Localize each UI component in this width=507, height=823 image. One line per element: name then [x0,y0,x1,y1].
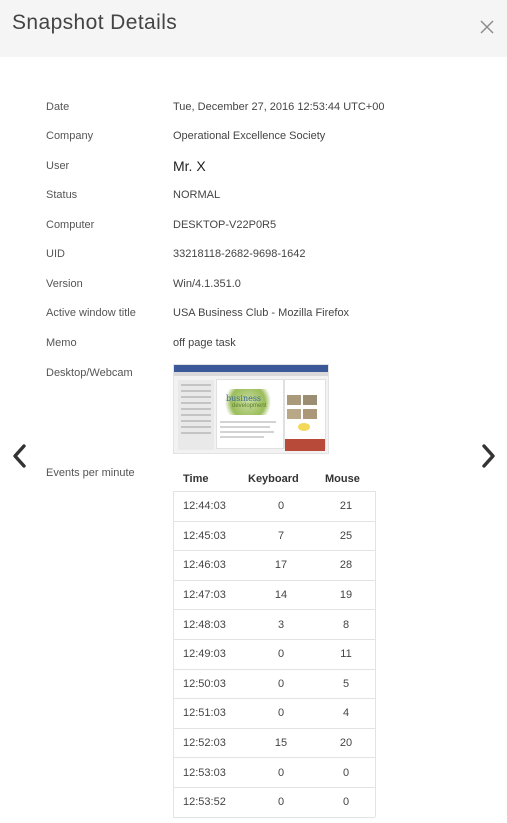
event-keyboard-cell: 0 [245,699,317,729]
event-mouse-cell: 5 [317,669,375,699]
thumb-image [303,409,317,419]
thumb-image [298,423,310,431]
event-keyboard-cell: 0 [245,787,317,817]
thumb-sidebar [178,380,214,450]
version-value: Win/4.1.351.0 [173,278,241,290]
events-header-keyboard: Keyboard [248,473,299,485]
event-time-cell: 12:53:03 [173,758,245,788]
event-mouse-cell: 4 [317,699,375,729]
thumb-image [303,395,317,405]
table-row [173,728,375,758]
event-keyboard-cell: 0 [245,639,317,669]
desktop-screenshot-thumbnail[interactable] [173,364,329,454]
table-row [173,758,375,788]
event-mouse-cell: 25 [317,521,375,551]
table-row [173,521,375,551]
computer-label: Computer [46,219,95,231]
thumb-image [287,409,301,419]
table-row [173,699,375,729]
status-value: NORMAL [173,189,221,201]
event-time-cell: 12:51:03 [173,699,245,729]
event-time-cell: 12:45:03 [173,521,245,551]
modal-title: Snapshot Details [12,11,178,34]
event-time-cell: 12:49:03 [173,639,245,669]
modal-header [0,0,507,57]
table-row [173,580,375,610]
event-time-cell: 12:44:03 [173,492,245,522]
events-table [173,491,375,818]
thumb-cloud-text: business [226,394,262,403]
thumb-image [285,439,325,451]
user-label: User [46,160,70,172]
event-mouse-cell: 19 [317,580,375,610]
event-keyboard-cell: 14 [245,580,317,610]
events-header-mouse: Mouse [325,473,360,485]
table-row [173,492,375,522]
table-row [173,551,375,581]
status-label: Status [46,189,78,201]
event-keyboard-cell: 0 [245,492,317,522]
table-row [173,610,375,640]
computer-value: DESKTOP-V22P0R5 [173,219,277,231]
event-mouse-cell: 0 [317,758,375,788]
events-table-body [173,492,375,818]
event-keyboard-cell: 0 [245,669,317,699]
company-label: Company [46,130,94,142]
event-mouse-cell: 20 [317,728,375,758]
event-time-cell: 12:53:52 [173,787,245,817]
event-time-cell: 12:47:03 [173,580,245,610]
date-label: Date [46,101,70,113]
event-mouse-cell: 21 [317,492,375,522]
memo-value: off page task [173,337,236,349]
previous-snapshot-button[interactable] [10,442,30,470]
event-keyboard-cell: 15 [245,728,317,758]
table-row [173,787,375,817]
uid-value: 33218118-2682-9698-1642 [173,248,306,260]
thumb-image [287,395,301,405]
event-time-cell: 12:52:03 [173,728,245,758]
event-keyboard-cell: 3 [245,610,317,640]
events-header-time: Time [183,473,209,485]
date-value: Tue, December 27, 2016 12:53:44 UTC+00 [173,101,385,113]
memo-label: Memo [46,337,77,349]
event-mouse-cell: 11 [317,639,375,669]
event-time-cell: 12:50:03 [173,669,245,699]
thumb-browser-bar [174,365,328,372]
event-time-cell: 12:48:03 [173,610,245,640]
chevron-right-icon [478,442,498,470]
active-window-value: USA Business Club - Mozilla Firefox [173,307,350,319]
close-icon [478,18,496,36]
event-time-cell: 12:46:03 [173,551,245,581]
events-per-minute-label: Events per minute [46,467,135,479]
event-mouse-cell: 8 [317,610,375,640]
event-keyboard-cell: 0 [245,758,317,788]
table-row [173,639,375,669]
chevron-left-icon [10,442,30,470]
thumb-cloud-subtext: development [232,403,267,409]
thumb-tab-strip [174,372,328,376]
desktop-webcam-label: Desktop/Webcam [46,367,133,379]
version-label: Version [46,278,83,290]
event-keyboard-cell: 17 [245,551,317,581]
event-mouse-cell: 0 [317,787,375,817]
close-button[interactable] [478,18,496,36]
company-value: Operational Excellence Society [173,130,326,142]
event-mouse-cell: 28 [317,551,375,581]
user-value: Mr. X [173,158,206,174]
event-keyboard-cell: 7 [245,521,317,551]
next-snapshot-button[interactable] [478,442,498,470]
active-window-label: Active window title [46,307,136,319]
uid-label: UID [46,248,65,260]
table-row [173,669,375,699]
